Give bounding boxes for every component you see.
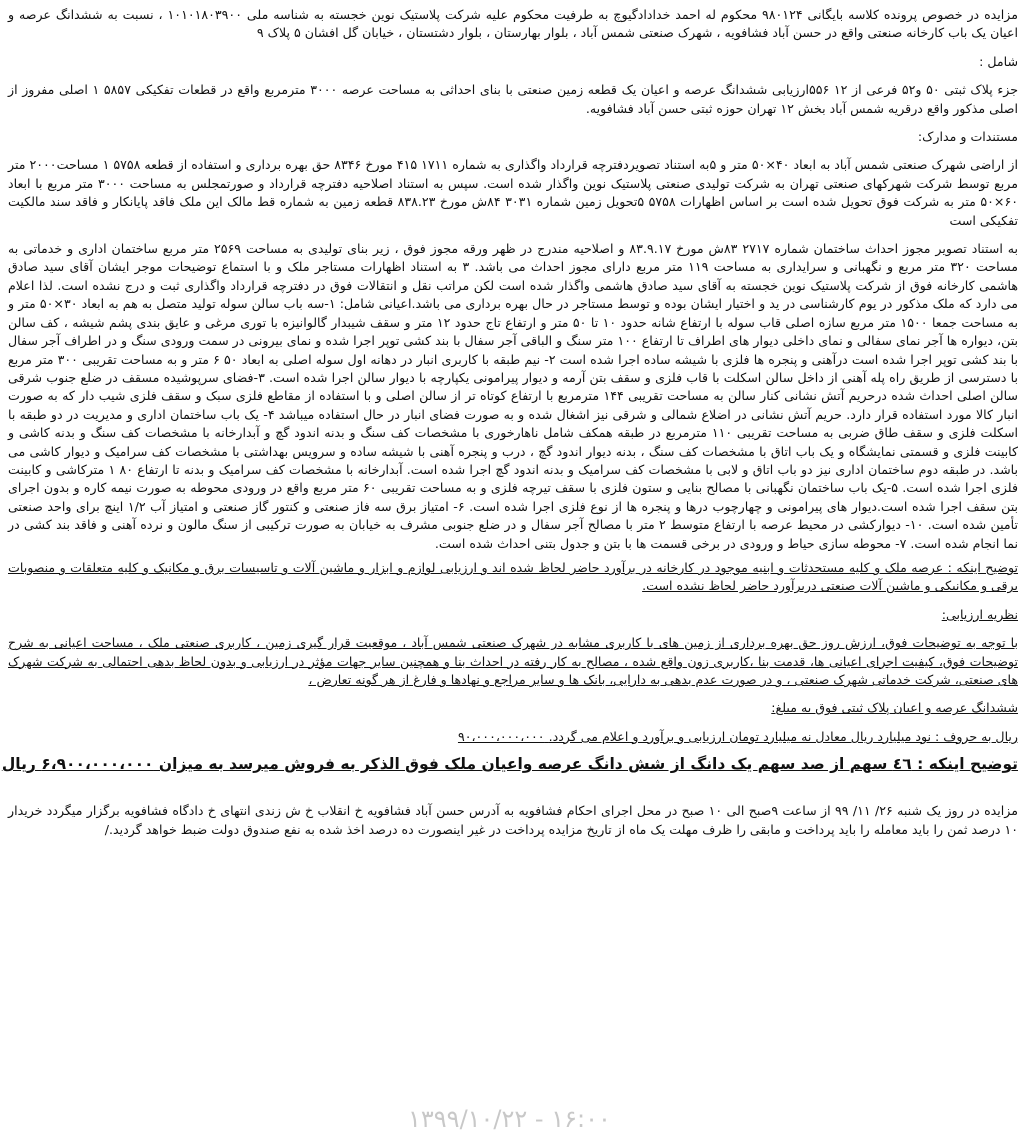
amount-in-words-line bbox=[8, 728, 1018, 746]
opinion-paragraph: با توجه به توضیحات فوق، ارزش روز حق بهره برداری از زمین های با کاربری مشابه در شهرک صنعتی شمس آباد ، موقعیت قرار گیری زمین ، کاربری صنعتی ملک ، مساحت اعیانی به شرح توضیحات فوق، کیفیت اجرای اعیانی ها، قدمت بنا ،کاربری زون واقع شده ، مصالح به کار رفته در احداث بنا و همچنین سایر جهات مؤثر در ارزیابی و بدون لحاظ بدهی احتمالی به شرکت شهرک های صنعتی، شرکت خدماتی شهرک صنعتی ، و در صورت عدم بدهی به دارایی، بانک ها و سایر مراجع و نهادها و فارغ از هر گونه تعارض ، bbox=[8, 635, 1018, 687]
amount-digits: ۹۰،۰۰۰،۰۰۰،۰۰۰ bbox=[457, 728, 545, 744]
intro-paragraph: مزایده در خصوص پرونده کلاسه بایگانی ۹۸۰۱۲۴ محکوم له احمد خدادادگیوچ به طرفیت محکوم علیه شرکت پلاستیک نوین خجسته به شناسه ملی ۱۰۱۰۱۸۰۳۹۰۰ ، نسبت به ششدانگ عرصه و اعیان یک باب کارخانه صنعتی واقع در حسن آباد فشافویه ، شهرک صنعتی شمس آباد ، بلوار بهارستان ، بلوار دشتستان ، خیابان گل افشان ۵ پلاک ۹ bbox=[8, 7, 1018, 41]
building-description-paragraph: به استناد تصویر مجوز احداث ساختمان شماره ۲۷۱۷ ۸۳ش مورخ ۸۳.۹.۱۷ و اصلاحیه مندرج در ظهر ورقه مجوز فوق ، زیر بنای تولیدی به مساحت ۲۵۶۹ متر مربع ساختمان اداری و خدماتی به مساحت ۳۲۰ متر مربع و نگهبانی و سرایداری به مساحت ۱۱۹ متر مربع دارای مجوز احداث می باشد. ۳ به استناد اظهارات مستاجر ملک و با استماع توضیحات موجر ایشان آقای سید صادق هاشمی کارخانه فوق از شرکت پلاستیک نوین خجسته به آقای سید صادق هاشمی واگذار شده است لکن مراتب نقل و انتقالات فوق در دفترچه قرارداد واگذاری ثبت و درج نشده است. لذا اعلام می دارد که ملک مذکور در یوم کارشناسی در ید و اختیار ایشان بوده و توسط مستاجر در حال بهره برداری می باشد.اعیانی شامل: ۱-سه باب سالن سوله تولید متصل به هم به ابعاد ۳۰×۵۰ متر و به مساحت جمعا ۱۵۰۰ متر مربع سازه اصلی قاب سوله با ارتفاع شانه حدود ۱۰ تا ۵۰ متر و ارتفاع تاج حدود ۱۲ متر و سقف شیبدار گالوانیزه با توری مرغی و عایق بندی پشم شیشه ، کف سالن بتن، دیواره ها آجر نمای سفالی و نمای داخلی دیوار های اطراف تا ارتفاع ۱۰۰ متر سنگ و الباقی آجر سفال با بند کشی توپر اجرا شده و نمای بیرونی در سمت ورودی سنگ و در اطراف آجر سفال با بند کشی توپر اجرا شده است درآهنی و پنجره ها فلزی با شیشه ساده اجرا شده است ۲- نیم طبقه با کاربری انبار در دهانه اول سوله اصلی به ابعاد ۵۰ ۶ متر و به مساحت تقریبی ۳۰۰ متر مربع با دسترسی از طریق راه پله آهنی از داخل سالن اسکلت با قاب فلزی و سقف بتن آرمه و دیوار پیرامونی یکپارچه با دیوار سالن اجرا شده است. ۳-فضای سرپوشیده مسقف در ضلع جنوب شرقی سالن اصلی احداث شده درحریم آتش نشانی کنار سالن به مساحت تقریبی ۱۴۴ مترمربع با ارتفاع کوتاه تر از سالن اصلی و با استفاده از مقاطع فلزی سبک و سقف فلزی شیب دار که به صورت انبار کالا مورد استفاده قرار دارد. حریم آتش نشانی در اضلاع شمالی و شرقی نیز اشغال شده و به صورت فضای انبار در حال استفاده میباشد ۴- یک باب ساختمان اداری و مدیریت در دو طبقه با اسکلت فلزی و سقف طاق ضربی به مساحت تقریبی ۱۱۰ مترمربع در طبقه همکف شامل ناهارخوری با مشخصات کف سنگ و بدنه اندود گچ و آبدارخانه با مشخصات کف سنگ و بدنه کاشی و کابینت فلزی و قسمتی نمایشگاه و یک باب اتاق با مشخصات کف سنگ ، بدنه دیوار اندود گچ ، درب و پنجره آهنی با شیشه ساده و سرویس بهداشتی با مشخصات کف سرامیک و دیوار کاشی می باشد. در طبقه دوم ساختمان اداری نیز دو باب اتاق و لابی با مشخصات کف سرامیک و بدنه اندود گچ اجرا شده است. آبدارخانه با مشخصات کف سرامیک و بدنه تا ارتفاع ۸۰ ۱ مترکاشی و کابینت فلزی اجرا شده است. ۵-یک باب ساختمان نگهبانی با مصالح بنایی و ستون فلزی با سقف تیرچه فلزی و به مساحت تقریبی ۶۰ متر مربع واقع در ورودی محوطه به صورت نیمه کاره و بدون اجرای بتن سقف اجرا شده است.دیوار های پیرامونی و چهارچوب درها و پنجره ها از نوع فلزی اجرا شده است. ۶- امتیاز برق سه فاز صنعتی و کنتور گاز صنعتی و امتیاز آب ۱/۲ اینچ برای واحد صنعتی تأمین شده است. ۱۰- دیوارکشی در محیط عرصه با ارتفاع متوسط ۲ متر با مصالح آجر سفال و در ضلع جنوبی مشرف به خیابان به صورت ترکیبی از سنگ مالون و نرده آهنی و فاقد بند کشی در نما انجام شده است. ۷- محوطه سازی حیاط و ورودی در برخی قسمت ها با بتن و جدول بتنی احداث شده است. bbox=[8, 241, 1018, 551]
includes-paragraph: جزء پلاک ثبتی ۵۰ و۵۲ فرعی از ۱۲ ۵۵۶ارزیابی ششدانگ عرصه و اعیان یک قطعه زمین صنعتی با بنای احداثی به مساحت عرصه ۳۰۰۰ مترمربع واقع در قطعات تفکیکی ۵۸۵۷ ۱ اصلی مفروز از اصلی مذکور واقع درقریه شمس آباد بخش ۱۲ تهران حوزه ثبتی حسن آباد فشافویه. bbox=[8, 82, 1018, 116]
includes-heading: شامل : bbox=[979, 53, 1018, 69]
auction-details-paragraph: مزایده در روز یک شنبه ۲۶/ ۱۱/ ۹۹ از ساعت ۹صبح الی ۱۰ صبح در محل اجرای احکام فشافویه به آدرس حسن آباد فشافویه خ انقلاب خ ش زندی انتهای خ دادگاه فشافویه برگزار میگردد خریدار ۱۰ درصد ثمن را باید معامله را باید پرداخت و مابقی را ظرف مهلت یک ماه از تاریخ مزایده پرداخت در غیر اینصورت ده درصد اخذ شده به نفع صندوق دولت ضبط خواهد گردید./ bbox=[8, 803, 1018, 837]
final-statement: توضیح اینکه : ٤٦ سهم از صد سهم یک دانگ از شش دانگ عرصه واعیان ملک فوق الذکر به فروش میرسد به میزان ۶،۹۰۰،۰۰۰،۰۰۰ ریال bbox=[1, 755, 1018, 774]
amount-in-words: ریال به حروف : نود میلیارد ریال معادل نه میلیارد تومان ارزیابی و برآورد و اعلام می گردد. bbox=[548, 728, 1018, 744]
documents-heading: مستندات و مدارک: bbox=[917, 129, 1018, 145]
explanation-paragraph: توضیح اینکه : عرصه ملک و کلیه مستحدثات و ابنیه موجود در کارخانه در برآورد حاضر لحاظ شده اند و ارزیابی لوازم و ابزار و ماشین آلات و تاسیسات برق و مکانیک و کلیه متعلقات و منصوبات برقی و مکانیکی و ماشین آلات صنعتی دربرآورد حاضر لحاظ نشده است. bbox=[8, 559, 1018, 594]
valuation-line: ششدانگ عرصه و اعیان پلاک ثبتی فوق به مبلغ: bbox=[771, 700, 1018, 716]
timestamp-watermark: ۱۳۹۹/۱۰/۲۲ - ۱۶:۰۰ bbox=[408, 1105, 611, 1133]
opinion-heading: نظریه ارزیابی: bbox=[941, 606, 1018, 622]
documents-paragraph: از اراضی شهرک صنعتی شمس آباد به ابعاد ۴۰×۵۰ متر و ۵به استناد تصویردفترچه قرارداد واگذاری به شماره ۱۷۱۱ ۴۱۵ مورخ ۸۳۴۶ حق بهره برداری و استفاده از قطعه ۵۷۵۸ ۱ مساحت۲۰۰۰ متر مربع توسط شرکت شهرکهای صنعتی تهران به شرکت تولیدی صنعتی پلاستیک نوین واگذار شده است. سپس به استناد اصلاحیه دفترچه قرارداد و صورتمجلس به مساحت ۳۰۰۰ متر مربع با ابعاد ۶۰×۵۰ متر به شرکت فوق تحویل شده است بر اساس اظهارات ۵۷۵۸ ۵تحویل زمین شماره ۳۰۳۱ ۸۴ش مورخ ۸۳۸.۲۳ قطعه زمین به شماره قط مالک این ملک فاقد پایانکار و فاقد سند مالکیت تفکیکی است bbox=[8, 157, 1018, 228]
